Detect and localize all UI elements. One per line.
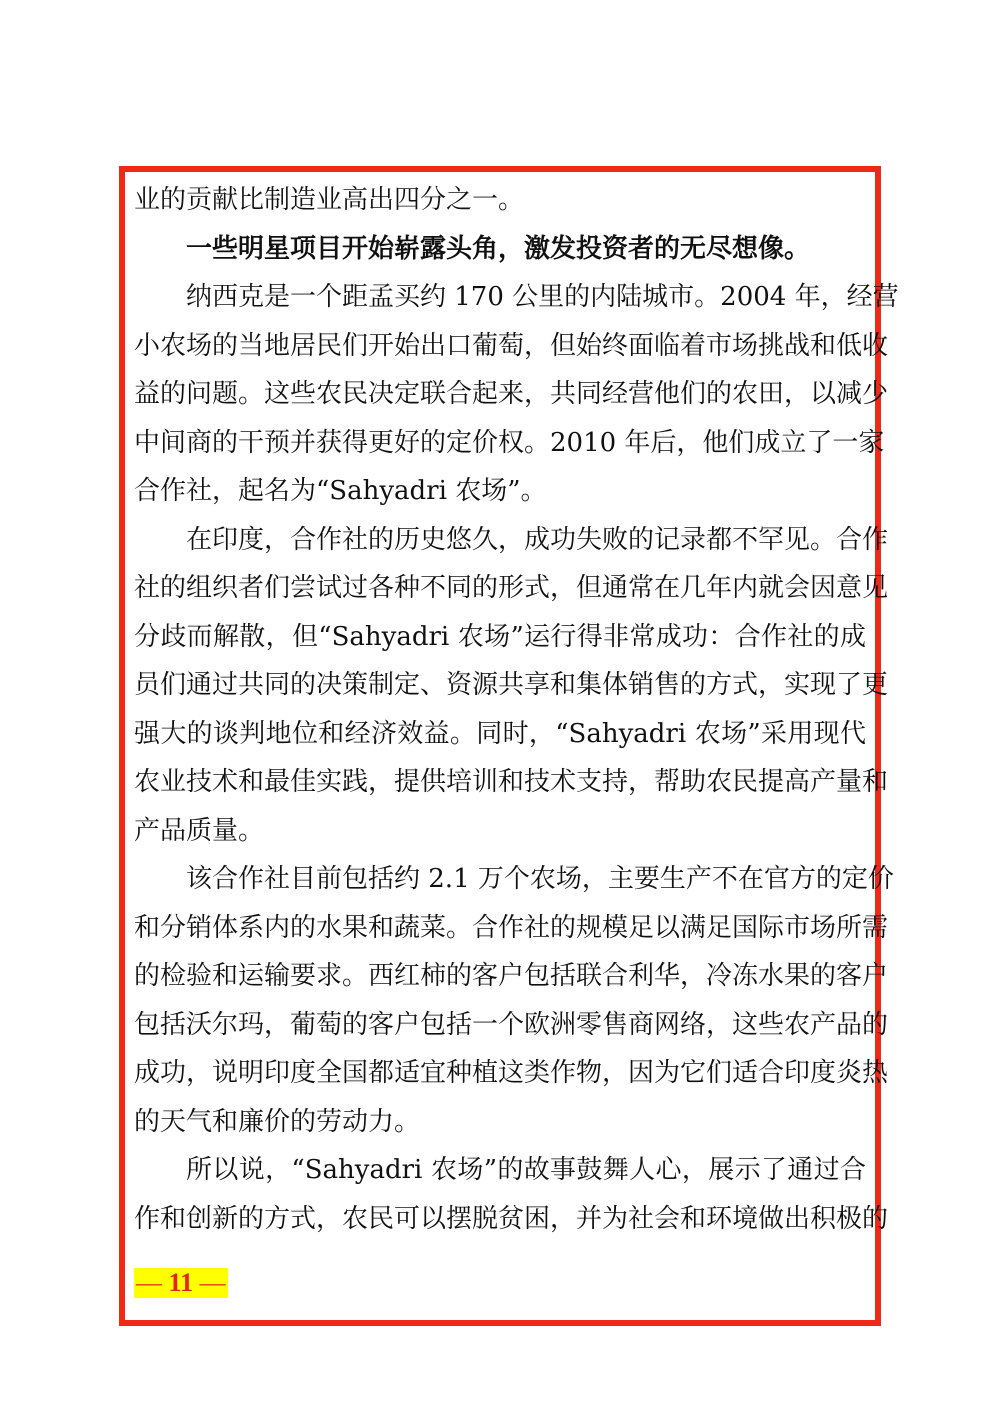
paragraph-line: 分歧而解散，但“Sahyadri 农场”运行得非常成功：合作社的成: [134, 621, 866, 652]
paragraph-line: 和分销体系内的水果和蔬菜。合作社的规模足以满足国际市场所需: [134, 912, 889, 943]
paragraph-line: 小农场的当地居民们开始出口葡萄，但始终面临着市场挑战和低收: [134, 330, 889, 361]
paragraph-line: 中间商的干预并获得更好的定价权。2010 年后，他们成立了一家: [134, 427, 885, 458]
page-number-value: 11: [168, 1268, 194, 1297]
paragraph-line: 包括沃尔玛，葡萄的客户包括一个欧洲零售商网络，这些农产品的: [134, 1009, 889, 1040]
paragraph-line: 在印度，合作社的历史悠久，成功失败的记录都不罕见。合作: [186, 524, 889, 555]
paragraph-line: 纳西克是一个距孟买约 170 公里的内陆城市。2004 年，经营: [186, 282, 899, 312]
paragraph-line: 所以说，“Sahyadri 农场”的故事鼓舞人心，展示了通过合: [186, 1155, 866, 1185]
paragraph-line: 农业技术和最佳实践，提供培训和技术支持，帮助农民提高产量和: [134, 767, 889, 797]
paragraph-line: 益的问题。这些农民决定联合起来，共同经营他们的农田，以减少: [134, 379, 889, 409]
page-number-dash-left: —: [136, 1268, 162, 1297]
paragraph-line: 合作社，起名为“Sahyadri 农场”。: [134, 476, 547, 506]
paragraph-line: 的天气和廉价的劳动力。: [134, 1106, 421, 1137]
paragraph-line: 作和创新的方式，农民可以摆脱贫困，并为社会和环境做出积极的: [134, 1203, 889, 1234]
paragraph-line: 业的贡献比制造业高出四分之一。: [134, 185, 525, 215]
paragraph-line: 该合作社目前包括约 2.1 万个农场，主要生产不在官方的定价: [186, 864, 894, 894]
page-number: [134, 1268, 228, 1298]
paragraph-line: 强大的谈判地位和经济效益。同时，“Sahyadri 农场”采用现代: [134, 718, 866, 749]
document-body: [134, 176, 899, 1243]
page-number-dash-right: —: [199, 1268, 226, 1297]
paragraph-line: 产品质量。: [134, 815, 265, 846]
paragraph-line: 的检验和运输要求。西红柿的客户包括联合利华，冷冻水果的客户: [134, 961, 889, 991]
paragraph-line: 社的组织者们尝试过各种不同的形式，但通常在几年内就会因意见: [134, 573, 889, 603]
paragraph-line: 成功，说明印度全国都适宜种植这类作物，因为它们适合印度炎热: [134, 1058, 889, 1088]
section-heading: 一些明星项目开始崭露头角，激发投资者的无尽想像。: [186, 233, 811, 264]
paragraph-line: 员们通过共同的决策制定、资源共享和集体销售的方式，实现了更: [134, 670, 889, 700]
